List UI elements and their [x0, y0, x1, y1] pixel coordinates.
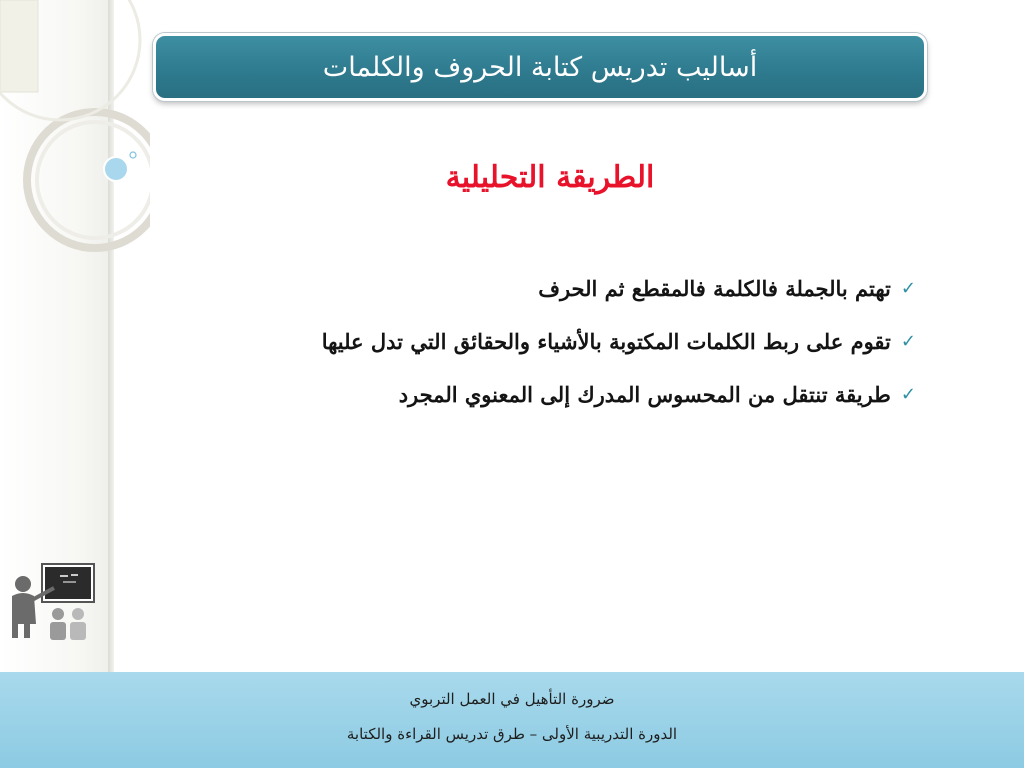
check-icon: ✓ [900, 278, 916, 299]
footer-line-2: الدورة التدريبية الأولى – طرق تدريس القراءة والكتابة [346, 725, 678, 743]
bullet-item [216, 262, 916, 315]
check-icon: ✓ [900, 384, 916, 405]
bullet-text: تقوم على ربط الكلمات المكتوبة بالأشياء والحقائق التي تدل عليها [321, 329, 891, 354]
bullet-item [216, 315, 916, 368]
bullet-item [216, 368, 916, 421]
teacher-icon [8, 562, 98, 644]
section-heading: الطريقة التحليلية [445, 160, 655, 195]
decorative-rings [0, 0, 150, 260]
slide-title: أساليب تدريس كتابة الحروف والكلمات [322, 51, 758, 83]
check-icon: ✓ [900, 331, 916, 352]
title-banner [153, 33, 927, 101]
footer-line-1: ضرورة التأهيل في العمل التربوي [409, 690, 615, 708]
bullet-text: طريقة تنتقل من المحسوس المدرك إلى المعنوي المجرد [398, 382, 891, 407]
bullet-text: تهتم بالجملة فالكلمة فالمقطع ثم الحرف [538, 276, 891, 301]
footer-bar [0, 672, 1024, 768]
bullet-list [216, 262, 916, 421]
